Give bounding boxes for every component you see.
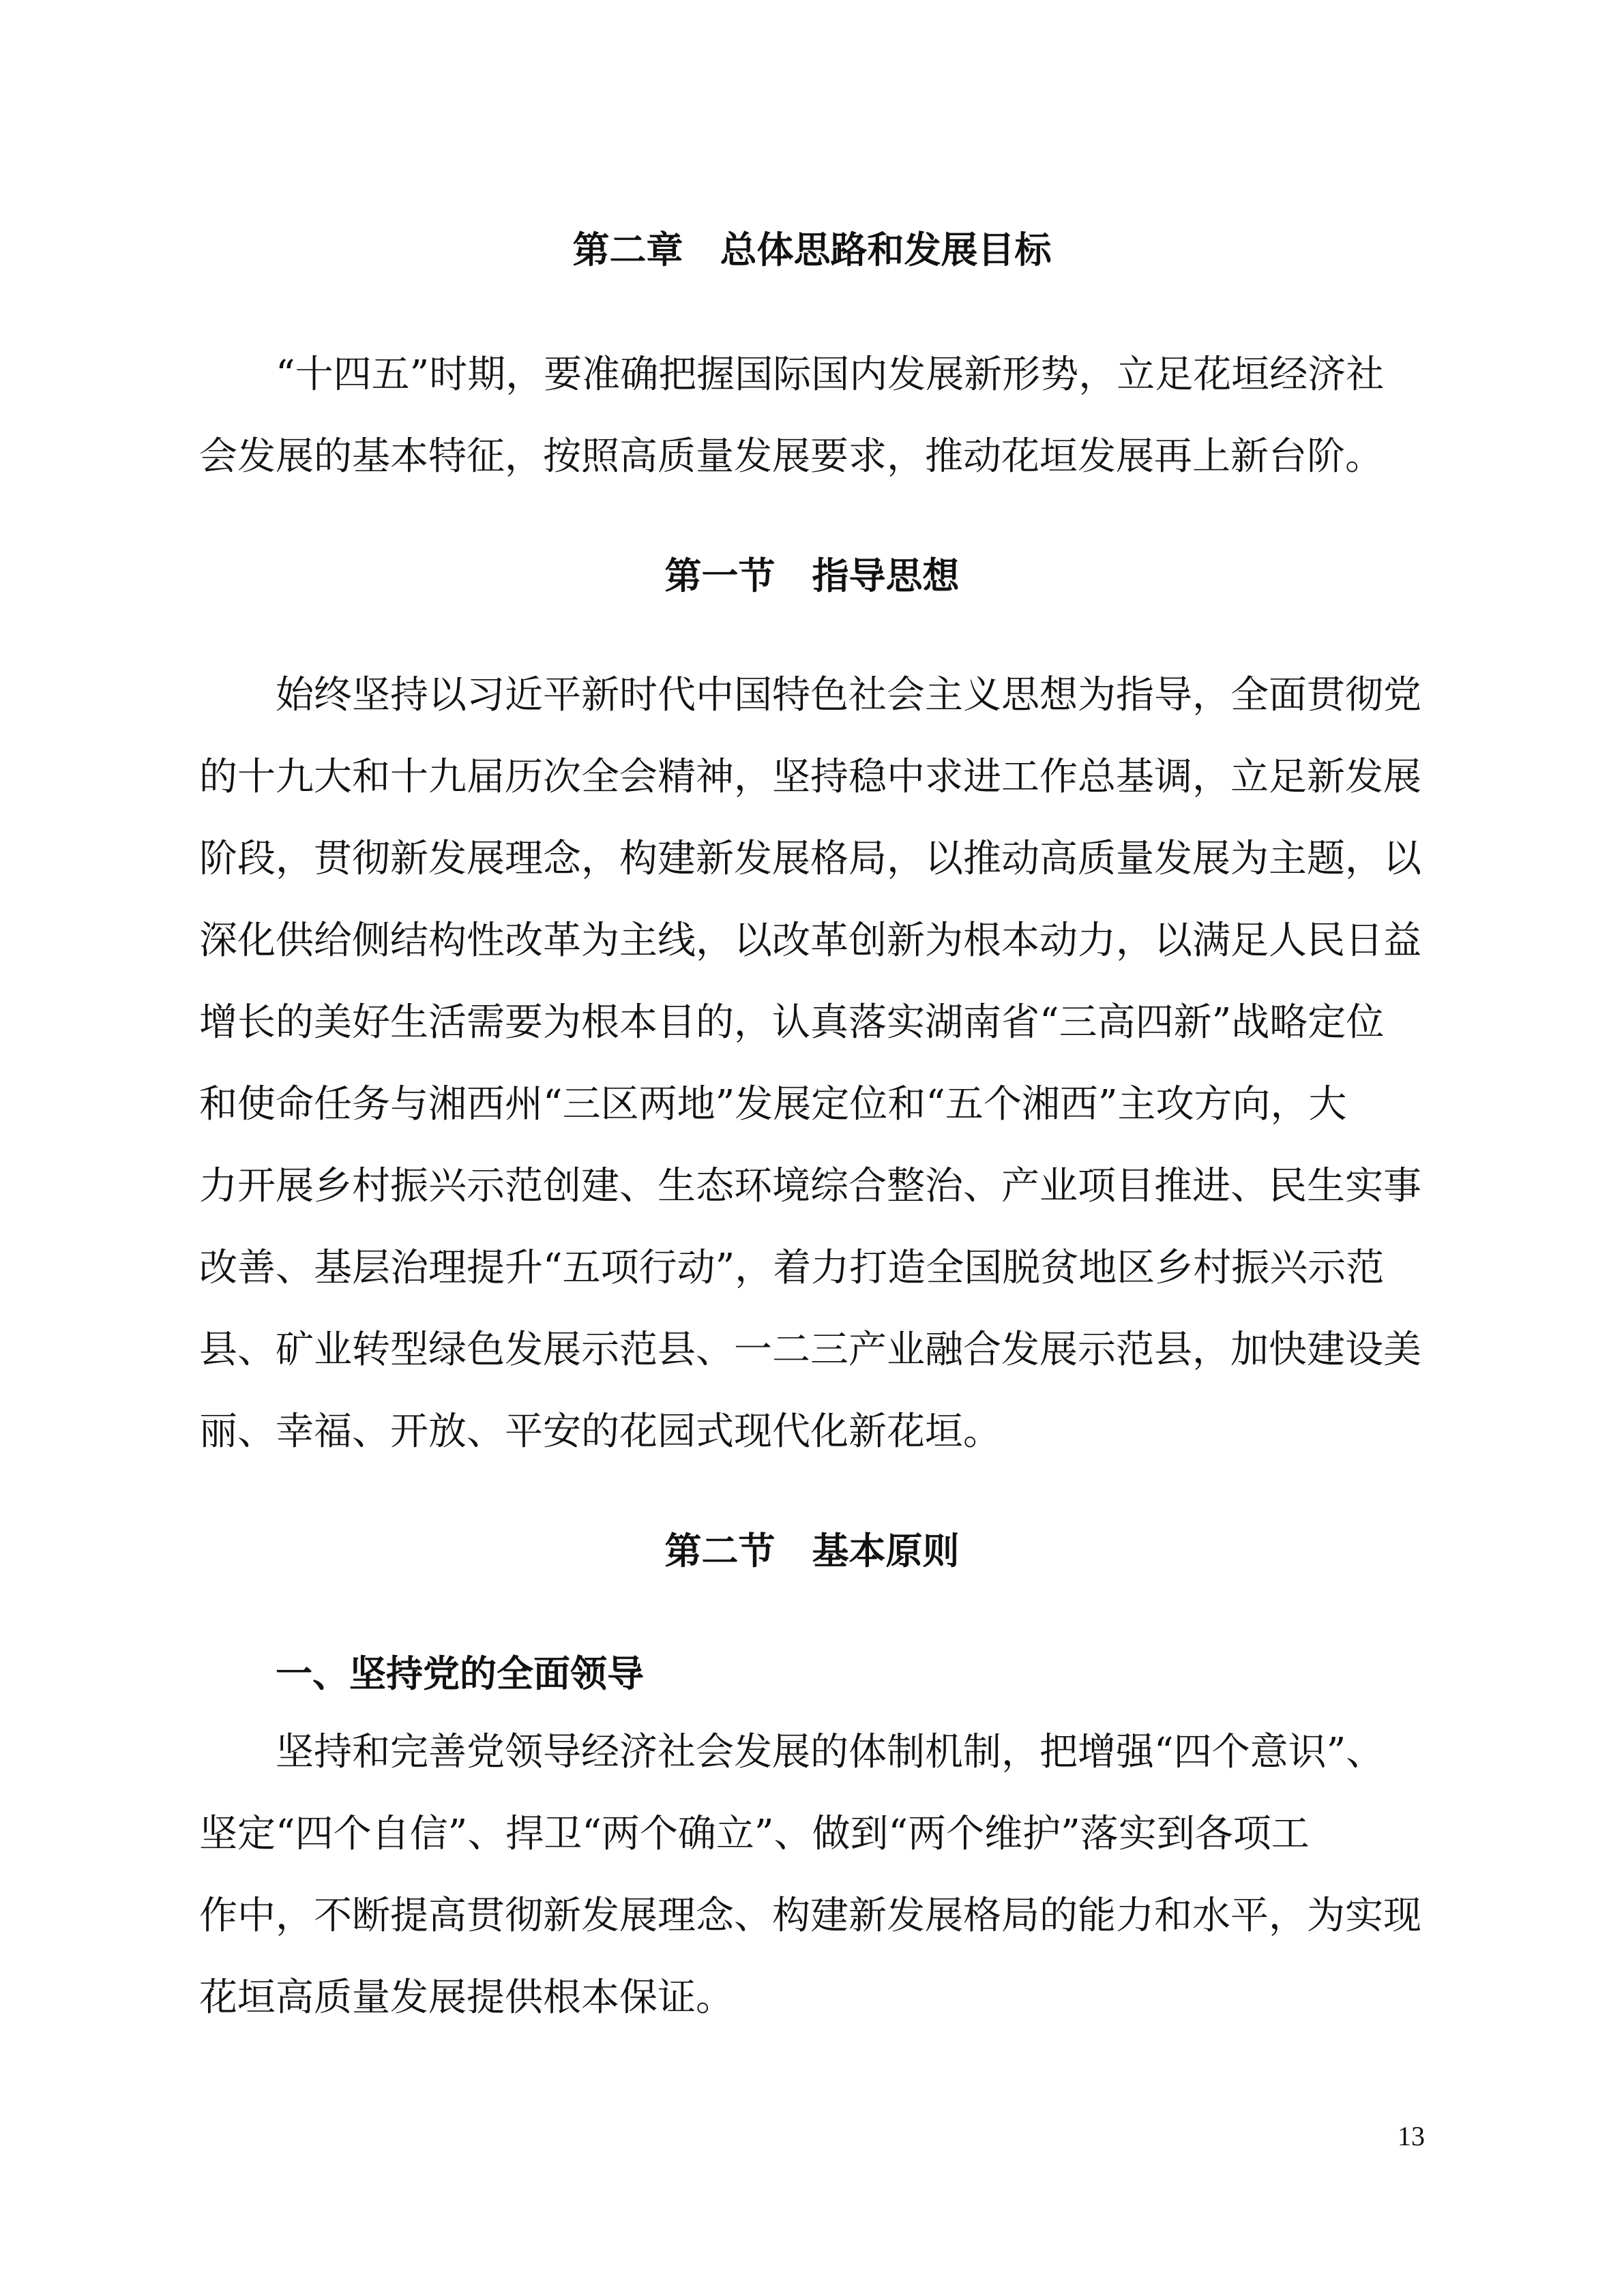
- chapter-title: 第二章 总体思路和发展目标: [572, 228, 1052, 271]
- section2-title: 第二节 基本原则: [664, 1530, 960, 1572]
- principle1-title: 一、坚持党的全面领导: [276, 1652, 644, 1695]
- section1-line-8: 改善、基层治理提升“五项行动”，着力打造全国脱贫地区乡村振兴示范: [199, 1246, 1385, 1290]
- section1-line-10: 丽、幸福、开放、平安的花园式现代化新花垣。: [199, 1410, 1001, 1454]
- section1-line-5: 增长的美好生活需要为根本目的，认真落实湖南省“三高四新”战略定位: [199, 1000, 1385, 1045]
- intro-line-2: 会发展的基本特征，按照高质量发展要求，推动花垣发展再上新台阶。: [199, 434, 1383, 479]
- section1-line-7: 力开展乡村振兴示范创建、生态环境综合整治、产业项目推进、民生实事: [199, 1164, 1421, 1208]
- section1-line-1: 始终坚持以习近平新时代中国特色社会主义思想为指导，全面贯彻党: [276, 673, 1421, 717]
- section1-title: 第一节 指导思想: [664, 554, 960, 597]
- page-number: 13: [1398, 2121, 1425, 2151]
- principle1-line-4: 花垣高质量发展提供根本保证。: [199, 1976, 734, 2020]
- principle1-line-2: 坚定“四个自信”、捍卫“两个确立”、做到“两个维护”落实到各项工: [199, 1812, 1310, 1856]
- section1-line-9: 县、矿业转型绿色发展示范县、一二三产业融合发展示范县，加快建设美: [199, 1328, 1421, 1372]
- section1-line-6: 和使命任务与湘西州“三区两地”发展定位和“五个湘西”主攻方向，大: [199, 1082, 1347, 1127]
- section1-line-2: 的十九大和十九届历次全会精神，坚持稳中求进工作总基调，立足新发展: [199, 755, 1421, 799]
- principle1-line-3: 作中，不断提高贯彻新发展理念、构建新发展格局的能力和水平，为实现: [199, 1894, 1421, 1938]
- intro-line-1: “十四五”时期，要准确把握国际国内发展新形势，立足花垣经济社: [276, 353, 1385, 397]
- section1-line-4: 深化供给侧结构性改革为主线，以改革创新为根本动力，以满足人民日益: [199, 919, 1421, 963]
- principle1-line-1: 坚持和完善党领导经济社会发展的体制机制，把增强“四个意识”、: [276, 1730, 1385, 1774]
- section1-line-3: 阶段，贯彻新发展理念，构建新发展格局，以推动高质量发展为主题，以: [199, 837, 1421, 881]
